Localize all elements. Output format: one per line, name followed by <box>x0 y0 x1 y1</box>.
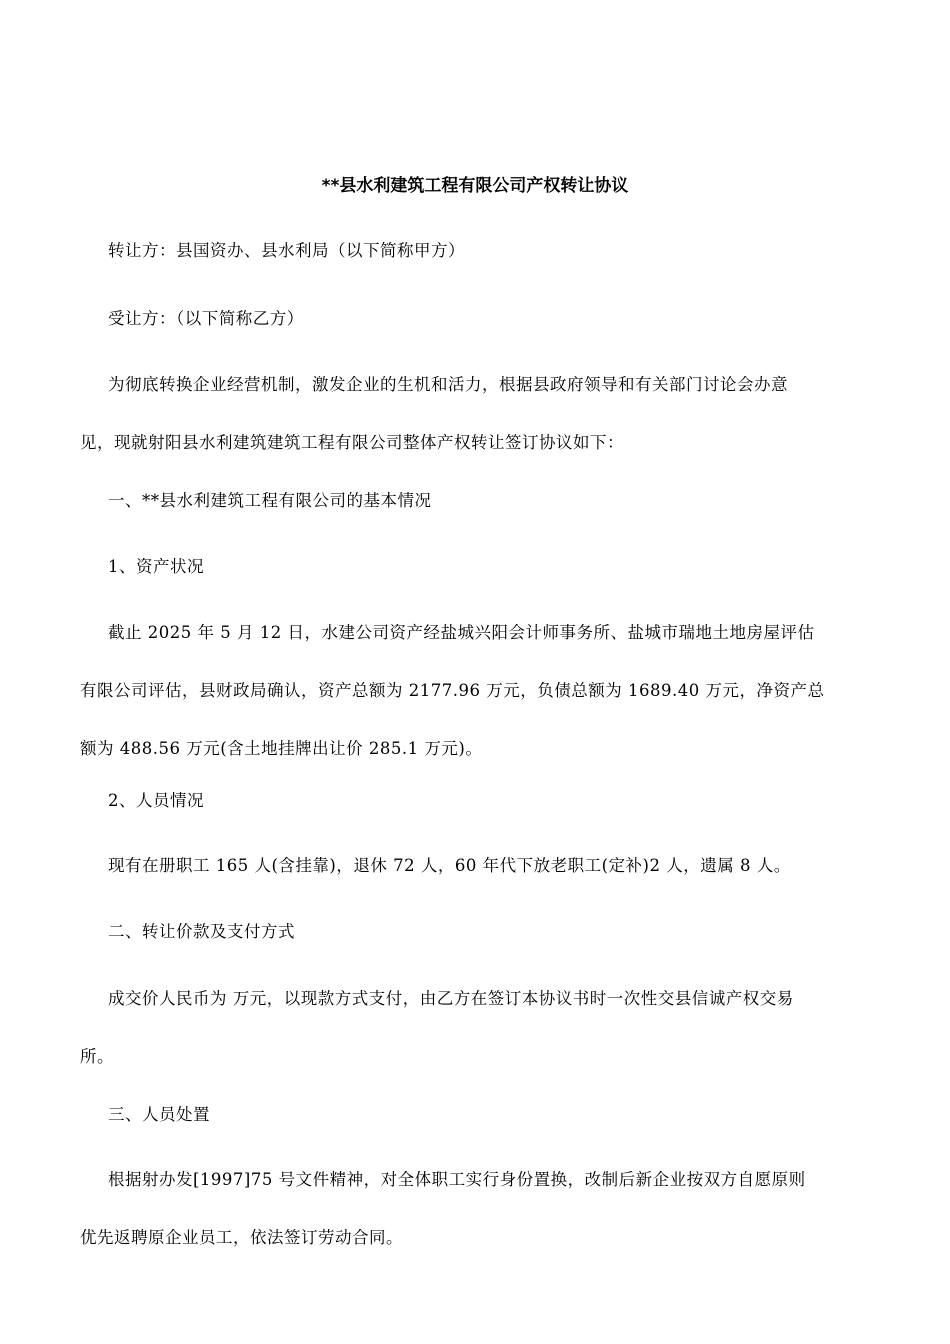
staffing-paragraph <box>80 1151 880 1267</box>
document-title: **县水利建筑工程有限公司产权转让协议 <box>321 176 629 196</box>
staffing-line-2: 优先返聘原企业员工，依法签订劳动合同。 <box>80 1228 403 1247</box>
section-2-heading: 二、转让价款及支付方式 <box>108 922 295 941</box>
subsection-1-heading: 1、资产状况 <box>108 557 204 576</box>
intro-line-2: 见，现就射阳县水利建筑建筑工程有限公司整体产权转让签订协议如下： <box>80 433 624 452</box>
price-line-2: 所。 <box>80 1047 114 1066</box>
staff-paragraph: 现有在册职工 165 人(含挂靠)，退休 72 人，60 年代下放老职工(定补)2 人，遗属 8 人。 <box>108 856 791 875</box>
section-3-heading: 三、人员处置 <box>108 1105 210 1124</box>
assets-line-3: 额为 488.56 万元(含土地挂牌出让价 285.1 万元)。 <box>80 739 483 758</box>
assets-line-1: 截止 2025 年 5 月 12 日，水建公司资产经盐城兴阳会计师事务所、盐城市瑞地土地房屋评估 <box>108 623 815 642</box>
staffing-line-1: 根据射办发[1997]75 号文件精神，对全体职工实行身份置换，改制后新企业按双方自愿原则 <box>108 1170 806 1189</box>
assets-line-2: 有限公司评估，县财政局确认，资产总额为 2177.96 万元，负债总额为 1689.40 万元，净资产总 <box>80 681 825 700</box>
subsection-2-heading: 2、人员情况 <box>108 791 204 810</box>
intro-paragraph <box>80 356 880 472</box>
transferee-paragraph: 受让方：（以下简称乙方） <box>108 309 304 328</box>
section-1-heading: 一、**县水利建筑工程有限公司的基本情况 <box>108 491 432 510</box>
transferor-paragraph: 转让方：县国资办、县水利局（以下简称甲方） <box>108 241 465 260</box>
intro-line-1: 为彻底转换企业经营机制，激发企业的生机和活力，根据县政府领导和有关部门讨论会办意 <box>108 375 788 394</box>
price-line-1: 成交价人民币为 万元，以现款方式支付，由乙方在签订本协议书时一次性交县信诚产权交易 <box>108 989 794 1008</box>
assets-paragraph <box>80 604 880 778</box>
price-paragraph <box>80 970 880 1086</box>
